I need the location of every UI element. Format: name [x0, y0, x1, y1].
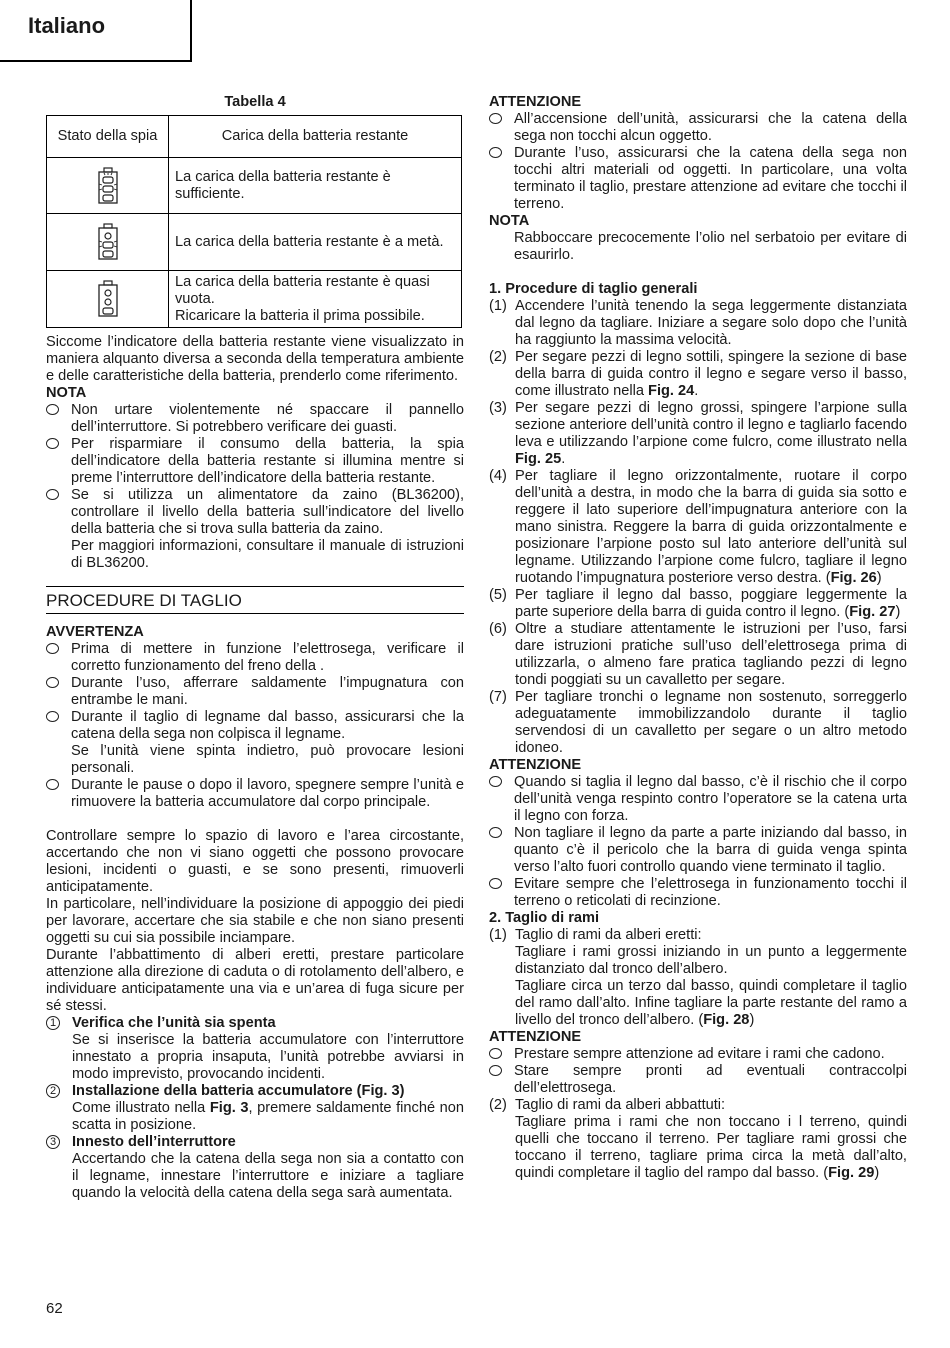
step-text-part: , premere saldamente finché non scatta in posizione.: [72, 1100, 464, 1133]
list-item: [489, 876, 907, 910]
numbered-item: [489, 689, 907, 757]
figure-reference: Fig. 28: [703, 1012, 750, 1028]
table-cell-text: [169, 271, 462, 328]
bullet-icon: [46, 404, 59, 415]
figure-reference: Fig. 3: [209, 1100, 249, 1116]
right-column: [489, 94, 907, 1182]
item-text: [515, 468, 907, 587]
subsection-title: 2. Taglio di rami: [489, 910, 600, 926]
item-number: (6): [489, 621, 507, 637]
list-item-text: All’accensione dell’unità, assicurarsi che la catena della sega non tocchi alcun oggetto.: [514, 111, 907, 144]
step-title: Installazione della batteria accumulatore (Fig. 3): [72, 1083, 405, 1099]
table-cell-text: La carica della batteria restante è a metà.: [169, 214, 462, 271]
item-text-part: .: [561, 451, 566, 467]
item-text-part: ): [895, 604, 901, 620]
list-item-text: Evitare sempre che l’elettrosega in funzionamento tocchi il terreno o reticolati di recinzione.: [514, 876, 907, 909]
list-item: [489, 1046, 907, 1063]
battery-table: [46, 115, 462, 328]
table-row: [47, 158, 462, 214]
item-text-part: ): [874, 1165, 880, 1181]
list-item-text: [71, 487, 464, 572]
bullet-icon: [46, 779, 59, 790]
bullet-icon: [489, 1065, 502, 1076]
paragraph: Controllare sempre lo spazio di lavoro e l’area circostante, accertando che non vi siano oggetti che possono provocare lesioni, incidenti o guasti, e se sono presenti, rimuoverli anticipatamente.: [46, 828, 464, 895]
item-text-part: Tagliare circa un terzo dal basso, quindi completare il taglio del ramo dall’alto. Infine tagliare la parte restante del ramo a livello del tronco dell’albero. (: [515, 978, 907, 1028]
bullet-icon: [489, 113, 502, 124]
list-item: [46, 709, 464, 777]
figure-reference: Fig. 29: [828, 1165, 875, 1181]
list-item: [489, 825, 907, 876]
item-text-part: Per tagliare il legno dal basso, poggiare leggermente la parte superiore della barra di guida contro il legno. (: [515, 587, 907, 620]
bullet-icon: [46, 711, 59, 722]
item-text-part: Per segare pezzi di legno grossi, spingere l’arpione sulla sezione anteriore dell’unità contro il legno e tagliarlo facendo leva e utilizzando l’arpione come fulcro, come illustrato nella: [515, 400, 907, 450]
table-row: [47, 214, 462, 271]
numbered-item: [489, 400, 907, 468]
table-title: Tabella 4: [224, 94, 286, 110]
step-text: Accertando che la catena della sega non sia a contatto con il legname, innestare l’interruttore e iniziare a tagliare quando la velocità della catena della sega sarà aumentata.: [72, 1151, 464, 1201]
step-item: [46, 1015, 464, 1083]
battery-half-icon: [47, 214, 169, 271]
item-number: (7): [489, 689, 507, 705]
attenzione-heading: ATTENZIONE: [489, 94, 582, 110]
paragraph: Siccome l’indicatore della batteria restante viene visualizzato in maniera alquanto diversa a seconda della temperatura ambiente e delle caratteristiche della batteria, prenderlo come riferimento.: [46, 334, 464, 384]
step-text: Se si inserisce la batteria accumulatore con l’interruttore innestato a propria insaputa, l’unità potrebbe avviarsi in modo imprevisto, provocando incidenti.: [72, 1032, 464, 1082]
paragraph: In particolare, nell’individuare la posizione di appoggio dei piedi per lavorare, accertare che sia stabile e che non siano presenti oggetti su cui sia possibile inciampare.: [46, 896, 464, 946]
item-text-part: ): [876, 570, 882, 586]
list-item: [46, 436, 464, 487]
bullet-icon: [489, 827, 502, 838]
numbered-item: [489, 1097, 907, 1182]
item-number: (1): [489, 927, 507, 943]
item-text: Oltre a studiare attentamente le istruzioni per l’uso, farsi dare istruzioni pratiche sull’uso dell’elettrosega prima di utilizzarla, o almeno fare pratica tagliando pezzi di legno tondi poggiati su un cavalletto per segare.: [515, 621, 907, 688]
language-tab: [0, 0, 192, 62]
list-item-text: Prestare sempre attenzione ad evitare i rami che cadono.: [514, 1046, 885, 1062]
item-text: Tagliare i rami grossi iniziando in un punto a leggermente distanziato dal tronco dell’albero.: [515, 944, 907, 977]
step-item: [46, 1134, 464, 1202]
table-header-charge: Carica della batteria restante: [169, 116, 462, 158]
bullet-icon: [489, 776, 502, 787]
table-cell-line: Ricaricare la batteria il prima possibile.: [175, 307, 425, 324]
step-number: 2: [46, 1084, 60, 1098]
item-text: Per tagliare tronchi o legname non sostenuto, sorreggerlo adeguatamente immobilizzandolo durante il taglio servendosi di un cavalletto per segare o un altro metodo idoneo.: [515, 689, 907, 756]
list-item-line: Se si utilizza un alimentatore da zaino (BL36200), controllare il livello della batteria sull’indicatore del livello della batteria che si trova sulla batteria da zaino.: [71, 487, 464, 537]
page-number: 62: [46, 1300, 63, 1317]
list-item: [489, 774, 907, 825]
item-text: [515, 1114, 907, 1182]
item-number: (2): [489, 1097, 507, 1113]
step-number: 3: [46, 1135, 60, 1149]
list-item-line: Per maggiori informazioni, consultare il manuale di istruzioni di BL36200.: [71, 538, 464, 571]
list-item-text: [71, 709, 464, 777]
numbered-item: [489, 298, 907, 349]
table-header-status: Stato della spia: [47, 116, 169, 158]
table-header-row: [47, 116, 462, 158]
item-text: Accendere l’unità tenendo la sega leggermente distanziata dal legno da tagliare. Iniziare a segare solo dopo che l’unità ha raggiunto la massima velocità.: [515, 298, 907, 348]
avvertenza-heading: AVVERTENZA: [46, 624, 144, 640]
item-number: (5): [489, 587, 507, 603]
nota-heading: NOTA: [489, 213, 530, 229]
numbered-item: [489, 621, 907, 689]
list-item-text: Prima di mettere in funzione l’elettrosega, verificare il corretto funzionamento del freno della .: [71, 641, 464, 674]
list-item: [46, 777, 464, 811]
step-title: Innesto dell’interruttore: [72, 1134, 236, 1150]
item-number: (3): [489, 400, 507, 416]
table-cell-line: La carica della batteria restante è quasi vuota.: [175, 273, 430, 307]
bullet-icon: [46, 643, 59, 654]
item-number: (1): [489, 298, 507, 314]
figure-reference: Fig. 27: [849, 604, 896, 620]
battery-low-icon: [47, 271, 169, 328]
bullet-icon: [489, 147, 502, 158]
figure-reference: Fig. 25: [515, 451, 562, 467]
bullet-icon: [46, 438, 59, 449]
step-number: 1: [46, 1016, 60, 1030]
item-text: [515, 400, 907, 468]
item-text: [515, 978, 907, 1029]
subsection-title: 1. Procedure di taglio generali: [489, 281, 698, 297]
section-title: PROCEDURE DI TAGLIO: [46, 586, 464, 614]
left-column: [46, 94, 464, 1202]
bullet-icon: [489, 878, 502, 889]
item-text-part: .: [694, 383, 699, 399]
item-text: [515, 587, 907, 621]
language-label: Italiano: [28, 13, 106, 38]
list-item: [46, 402, 464, 436]
list-item-text: Non tagliare il legno da parte a parte iniziando dal basso, in quanto c’è il pericolo che la barra di guida venga spinta verso l’alto fuori controllo quando viene terminato il taglio.: [514, 825, 907, 875]
item-text-part: Per tagliare il legno orizzontalmente, ruotare il corpo dell’unità a destra, in modo che la barra di guida sia sotto e reggere il lato superiore dell’impugnatura anteriore con la mano sinistra. Reggere la barra di guida orizzontalmente e posizionare l’arpione posto sul lato anteriore dell’unità sul legname. Utilizzando l’arpione come fulcro, tagliare il legno ruotando l’impugnatura posteriore verso destra. (: [515, 468, 907, 586]
list-item-line: Se l’unità viene spinta indietro, può provocare lesioni personali.: [71, 743, 464, 776]
numbered-item: [489, 468, 907, 587]
item-text: [515, 349, 907, 400]
item-number: (2): [489, 349, 507, 365]
paragraph: Durante l’abbattimento di alberi eretti, prestare particolare attenzione alla direzione di caduta o di rotolamento dell’albero, e individuare anticipatamente una via e un’area di fuga sicure per sé stessi.: [46, 947, 464, 1014]
item-text-part: Per segare pezzi di legno sottili, spingere la sezione di base della barra di guida contro il legno e segare verso il basso, come illustrato nella: [515, 349, 907, 399]
item-title: Taglio di rami da alberi abbattuti:: [515, 1097, 726, 1113]
numbered-item: [489, 587, 907, 621]
step-title: Verifica che l’unità sia spenta: [72, 1015, 276, 1031]
battery-full-icon: [47, 158, 169, 214]
item-title: Taglio di rami da alberi eretti:: [515, 927, 702, 943]
list-item-text: Durante l’uso, afferrare saldamente l’impugnatura con entrambe le mani.: [71, 675, 464, 708]
list-item: [489, 1063, 907, 1097]
numbered-item: [489, 927, 907, 1029]
step-text-part: Come illustrato nella: [72, 1100, 210, 1116]
list-item-text: Non urtare violentemente né spaccare il pannello dell’interruttore. Si potrebbero verificare dei guasti.: [71, 402, 464, 435]
list-item: [46, 675, 464, 709]
list-item: [489, 145, 907, 213]
list-item-line: Durante il taglio di legname dal basso, assicurarsi che la catena della sega non colpisca il legname.: [71, 709, 464, 742]
list-item-text: Durante le pause o dopo il lavoro, spegnere sempre l’unità e rimuovere la batteria accumulatore dal corpo principale.: [71, 777, 464, 810]
figure-reference: Fig. 24: [648, 383, 695, 399]
bullet-icon: [489, 1048, 502, 1059]
nota-text: Rabboccare precocemente l’olio nel serbatoio per evitare di esaurirlo.: [514, 230, 907, 263]
list-item-text: Stare sempre pronti ad eventuali contraccolpi dell’elettrosega.: [514, 1063, 907, 1096]
item-text-part: Tagliare prima i rami che non toccano i l terreno, quindi quelli che toccano il terreno. Per tagliare rami grossi che toccano il terreno, tagliare prima circa la metà dall’alto, quindi completare il taglio del rampo dal basso. (: [515, 1114, 907, 1181]
list-item: [489, 111, 907, 145]
table-cell-text: La carica della batteria restante è sufficiente.: [169, 158, 462, 214]
bullet-icon: [46, 677, 59, 688]
list-item-text: Quando si taglia il legno dal basso, c’è il rischio che il corpo dell’unità venga respinto contro l’operatore se la catena urta il legno con forza.: [514, 774, 907, 824]
bullet-icon: [46, 489, 59, 500]
item-number: (4): [489, 468, 507, 484]
step-item: [46, 1083, 464, 1134]
attenzione-heading: ATTENZIONE: [489, 1029, 582, 1045]
nota-heading: NOTA: [46, 385, 87, 401]
step-text: [72, 1100, 464, 1134]
numbered-item: [489, 349, 907, 400]
attenzione-heading: ATTENZIONE: [489, 757, 582, 773]
list-item-text: Durante l’uso, assicurarsi che la catena della sega non tocchi altri materiali od oggetti. In particolare, una volta terminato il taglio, prestare attenzione ad evitare che tocchi il terreno.: [514, 145, 907, 212]
table-row: [47, 271, 462, 328]
list-item: [46, 641, 464, 675]
list-item-text: Per risparmiare il consumo della batteria, la spia dell’indicatore della batteria restante si illumina mentre si preme l’interruttore dell’indicatore della batteria restante.: [71, 436, 464, 486]
item-text-part: ): [749, 1012, 755, 1028]
figure-reference: Fig. 26: [830, 570, 877, 586]
list-item: [46, 487, 464, 572]
